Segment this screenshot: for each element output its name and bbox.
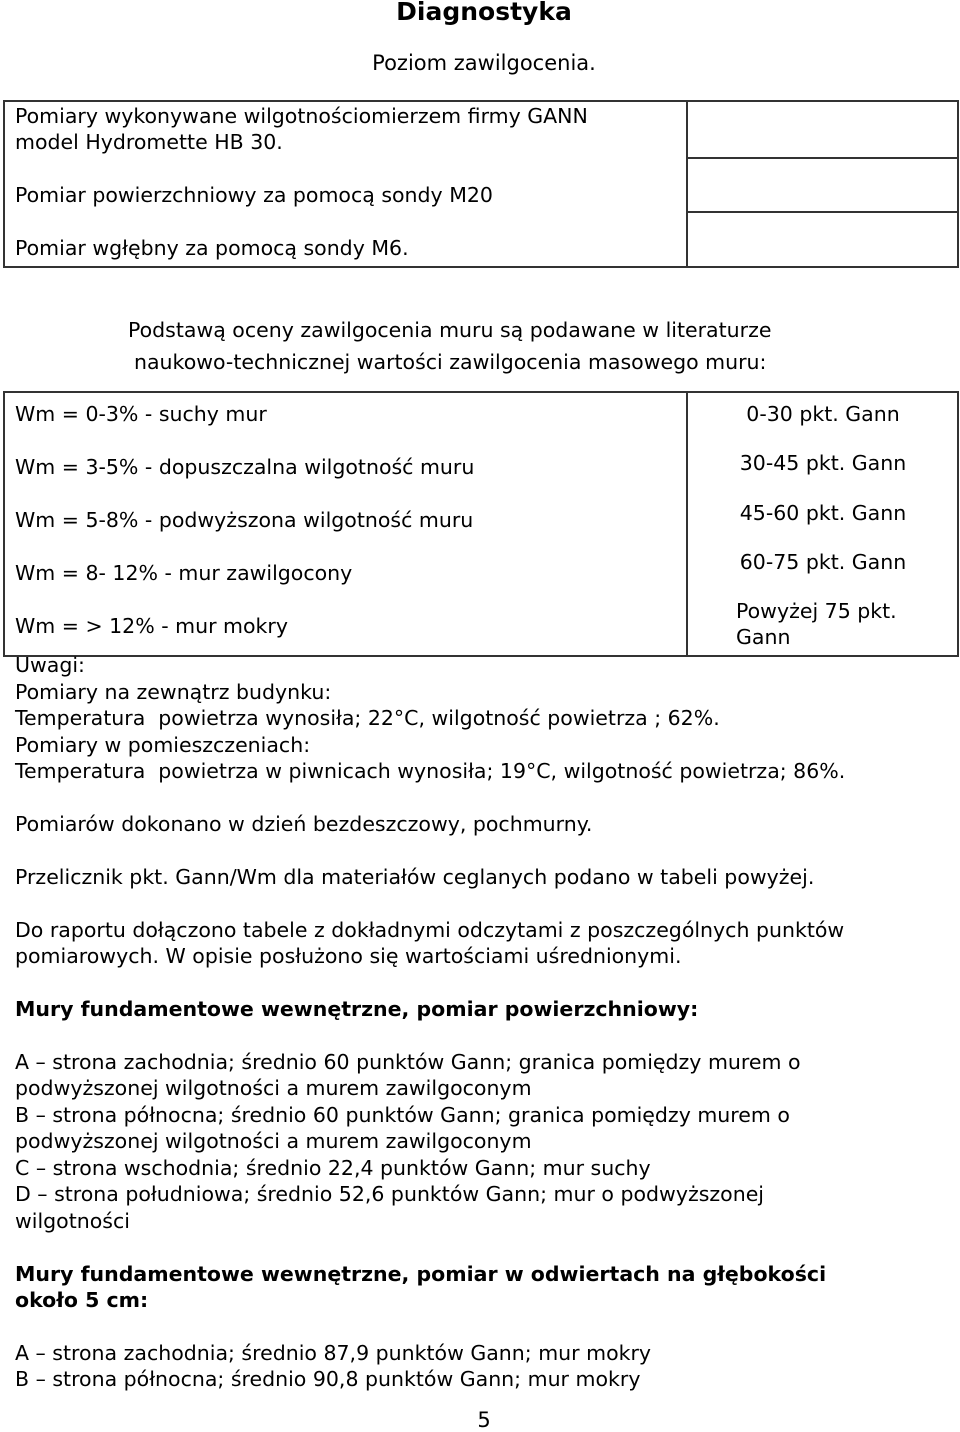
depth-section-heading-2: około 5 cm: [15,1288,149,1312]
depth-line: B – strona północna; średnio 90,8 punktów Gann; mur mokry [15,1367,641,1391]
device-line-1: Pomiary wykonywane wilgotnościomierzem firmy GANN [15,104,588,128]
scale-gann-5b: Gann [736,625,791,649]
device-line-2: model Hydromette HB 30. [15,130,283,154]
scale-wm-1: Wm = 0-3% - suchy mur [15,402,267,426]
notes-outside: Pomiary na zewnątrz budynku: [15,680,332,704]
notes-report-1: Do raportu dołączono tabele z dokładnymi odczytami z poszczególnych punktów [15,918,845,942]
scale-gann-3: 45-60 pkt. Gann [739,501,907,525]
surface-line: C – strona wschodnia; średnio 22,4 punktów Gann; mur suchy [15,1156,651,1180]
notes-report-2: pomiarowych. W opisie posłużono się wartościami uśrednionymi. [15,944,682,968]
notes-weather: Pomiarów dokonano w dzień bezdeszczowy, pochmurny. [15,812,593,836]
surface-line: wilgotności [15,1209,130,1233]
basis-line-1: Podstawą oceny zawilgocenia muru są podawane w literaturze [128,318,772,342]
depth-section-heading-1: Mury fundamentowe wewnętrzne, pomiar w odwiertach na głębokości [15,1262,827,1286]
table-row-line [686,211,959,213]
page-subtitle: Poziom zawilgocenia. [372,51,596,75]
table-row-line [686,157,959,159]
surface-line: B – strona północna; średnio 60 punktów Gann; granica pomiędzy murem o [15,1103,790,1127]
scale-wm-5: Wm = > 12% - mur mokry [15,614,288,638]
page-number: 5 [477,1408,491,1432]
basis-line-2: naukowo-technicznej wartości zawilgocenia masowego muru: [134,350,767,374]
notes-outside-temp: Temperatura powietrza wynosiła; 22°C, wilgotność powietrza ; 62%. [15,706,720,730]
depth-line: A – strona zachodnia; średnio 87,9 punktów Gann; mur mokry [15,1341,652,1365]
notes-converter: Przelicznik pkt. Gann/Wm dla materiałów ceglanych podano w tabeli powyżej. [15,865,815,889]
surface-line: D – strona południowa; średnio 52,6 punktów Gann; mur o podwyższonej [15,1182,765,1206]
surface-line: A – strona zachodnia; średnio 60 punktów Gann; granica pomiędzy murem o [15,1050,801,1074]
scale-wm-4: Wm = 8- 12% - mur zawilgocony [15,561,353,585]
surface-line: podwyższonej wilgotności a murem zawilgoconym [15,1129,532,1153]
scale-gann-5: Powyżej 75 pkt. [736,599,897,623]
notes-inside-temp: Temperatura powietrza w piwnicach wynosiła; 19°C, wilgotność powietrza; 86%. [15,759,846,783]
scale-gann-2: 30-45 pkt. Gann [739,451,907,475]
table-divider [686,100,688,268]
scale-wm-2: Wm = 3-5% - dopuszczalna wilgotność muru [15,455,475,479]
notes-inside: Pomiary w pomieszczeniach: [15,733,311,757]
surface-line: podwyższonej wilgotności a murem zawilgoconym [15,1076,532,1100]
scale-gann-1: 0-30 pkt. Gann [746,402,900,426]
depth-probe-text: Pomiar wgłębny za pomocą sondy M6. [15,236,409,260]
surface-probe-text: Pomiar powierzchniowy za pomocą sondy M20 [15,183,493,207]
scale-wm-3: Wm = 5-8% - podwyższona wilgotność muru [15,508,474,532]
surface-section-heading: Mury fundamentowe wewnętrzne, pomiar powierzchniowy: [15,997,699,1021]
notes-heading: Uwagi: [15,653,85,677]
scale-gann-4: 60-75 pkt. Gann [739,550,907,574]
page-title: Diagnostyka [396,0,572,26]
